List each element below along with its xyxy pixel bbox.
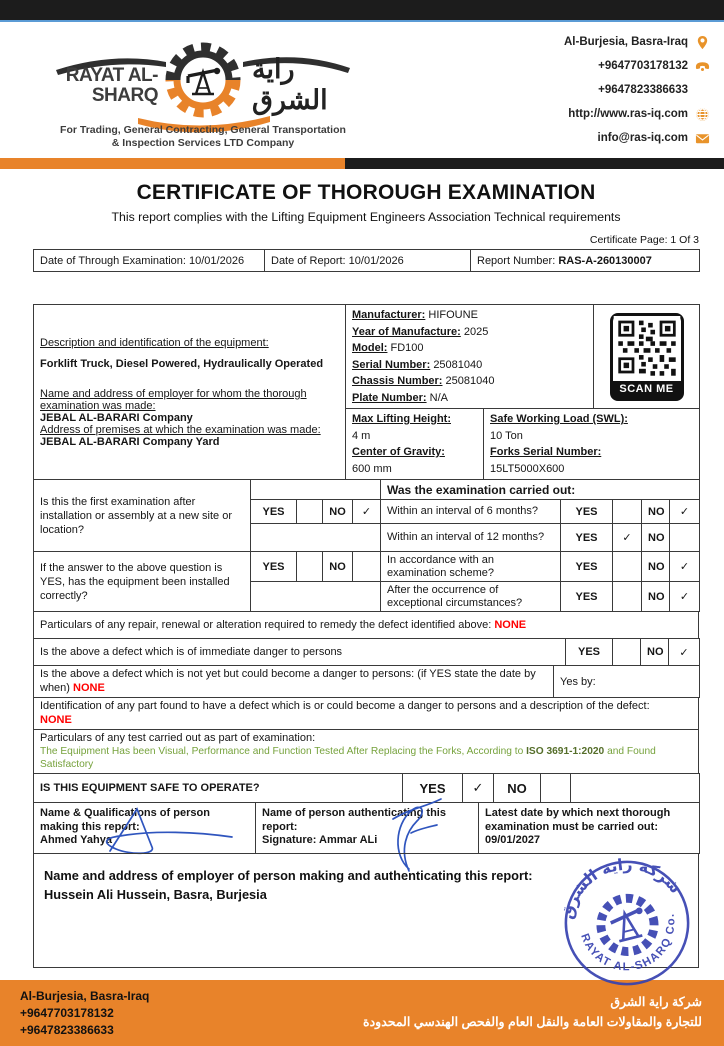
stamp-arabic-text: شركة راية الشرق xyxy=(557,854,686,921)
equipment-description-cell: Description and identification of the equipment: Forklift Truck, Diesel Powered, Hydraulically Operated Name and address of employer for whom the thorough examination was made: JEBAL AL-BARARI Company Address of premises at which the examination was made: JEBAL AL-BARARI Company Yard xyxy=(34,305,346,480)
q2-no-checkbox xyxy=(353,552,381,582)
q1-yes-checkbox xyxy=(297,500,323,524)
danger-no-label: NO xyxy=(641,639,669,666)
safe-blank-cell xyxy=(571,774,700,803)
dates-table xyxy=(33,249,700,272)
stamp-latin-text: RAYAT AL-SHARQ Co. xyxy=(578,911,678,974)
certificate-page-note: Certificate Page: 1 Of 3 xyxy=(589,234,699,246)
swl-cell: Safe Working Load (SWL): 10 Ton Forks Serial Number: 15LT5000X600 xyxy=(484,409,700,480)
co1-yes-label: YES xyxy=(561,500,613,524)
footer-phone2: +9647823386633 xyxy=(20,1023,114,1037)
footer-company-arabic xyxy=(304,988,702,1038)
safe-no-checkbox xyxy=(541,774,571,803)
page-title: CERTIFICATE OF THOROUGH EXAMINATION xyxy=(136,181,596,204)
company-name: RAYAT AL-SHARQ xyxy=(65,65,158,106)
test-particulars-table xyxy=(33,729,699,774)
safe-to-operate-table xyxy=(33,773,700,803)
spacer-cell xyxy=(251,480,381,500)
carried-out-q1: Within an interval of 6 months? xyxy=(381,500,561,524)
repair-particulars-cell: Particulars of any repair, renewal or alteration required to remedy the defect identified above: NONE xyxy=(34,612,699,639)
report-authenticator-cell: Name of person authenticating this report: Signature: Ammar ALi xyxy=(256,803,479,854)
qr-caption: SCAN ME xyxy=(613,381,681,398)
top-dark-bar xyxy=(0,0,724,22)
test-result-text: The Equipment Has been Visual, Performance and Function Tested After Replacing the Forks, According to ISO 3691-1:2020 and Found Satisfactory xyxy=(40,746,656,770)
contact-phone2: +9647823386633 xyxy=(598,84,688,96)
safe-no-label: NO xyxy=(494,774,541,803)
phone-icon xyxy=(695,59,710,74)
co2-no-label: NO xyxy=(642,524,670,552)
company-tagline xyxy=(38,124,368,150)
co3-yes-checkbox xyxy=(613,552,642,582)
report-number-cell: Report Number: RAS-A-260130007 xyxy=(471,250,700,272)
danger-no-checkbox: ✓ xyxy=(669,639,700,666)
yes-by-cell: Yes by: xyxy=(554,666,700,698)
employer-statement-value: Hussein Ali Hussein, Basra, Burjesia xyxy=(44,887,267,902)
examination-table xyxy=(33,479,700,612)
footer-address: Al-Burjesia, Basra-Iraq xyxy=(20,989,150,1003)
test-particulars-cell: Particulars of any test carried out as part of examination: The Equipment Has been Visual, Performance and Function Tested After Replacing the Forks, According to ISO 3691-1:2020 and Found Satisfactory xyxy=(34,730,699,774)
signatures-table xyxy=(33,802,700,854)
envelope-icon xyxy=(695,131,710,146)
footer-company-name-ar: شركة راية الشرق xyxy=(610,995,702,1009)
carried-out-q2: Within an interval of 12 months? xyxy=(381,524,561,552)
spacer-cell xyxy=(251,582,381,612)
employer-statement-label: Name and address of employer of person making and authenticating this report: xyxy=(44,868,533,883)
co1-no-checkbox: ✓ xyxy=(670,500,700,524)
date-of-examination-cell: Date of Through Examination: 10/01/2026 xyxy=(34,250,265,272)
contact-email: info@ras-iq.com xyxy=(520,126,710,150)
immediate-danger-question: Is the above a defect which is of immediate danger to persons xyxy=(34,639,566,666)
co3-no-checkbox: ✓ xyxy=(670,552,700,582)
contact-phone1: +9647703178132 xyxy=(520,54,710,78)
co2-no-checkbox xyxy=(670,524,700,552)
carried-out-header: Was the examination carried out: xyxy=(381,480,700,500)
stripe-orange-segment xyxy=(0,158,345,169)
qr-code xyxy=(610,313,684,401)
date-of-report-cell: Date of Report: 10/01/2026 xyxy=(265,250,471,272)
q1-no-checkbox: ✓ xyxy=(353,500,381,524)
co4-no-checkbox: ✓ xyxy=(670,582,700,612)
stripe-dark-segment xyxy=(345,158,724,169)
report-maker-cell: Name & Qualifications of person making this report: Ahmed Yahya xyxy=(34,803,256,854)
company-name-arabic: راية الشرق xyxy=(252,54,328,115)
contact-website: http://www.ras-iq.com xyxy=(520,102,710,126)
q2-yes-checkbox xyxy=(297,552,323,582)
question-first-examination: Is this the first examination after installation or assembly at a new site or location? xyxy=(34,480,251,552)
co4-no-label: NO xyxy=(642,582,670,612)
danger-yes-checkbox xyxy=(613,639,641,666)
contact-address: Al-Burjesia, Basra-Iraq xyxy=(520,30,710,54)
max-lifting-height-cell: Max Lifting Height: 4 m Center of Gravity: 600 mm xyxy=(346,409,484,480)
future-danger-table xyxy=(33,665,700,698)
spacer-cell xyxy=(251,524,381,552)
contact-block xyxy=(520,30,710,150)
tagline-line1: For Trading, General Contracting, General Transportation xyxy=(60,124,346,136)
location-pin-icon xyxy=(695,35,710,50)
repair-particulars-table xyxy=(33,611,699,639)
next-examination-cell: Latest date by which next thorough examination must be carried out: 09/01/2027 xyxy=(479,803,700,854)
company-logo xyxy=(38,28,368,154)
defect-identification-table xyxy=(33,697,699,730)
letterhead xyxy=(0,22,724,158)
danger-yes-label: YES xyxy=(566,639,613,666)
co1-no-label: NO xyxy=(642,500,670,524)
footer-phone1: +9647703178132 xyxy=(20,1006,114,1020)
co3-no-label: NO xyxy=(642,552,670,582)
employer-section xyxy=(33,853,699,974)
equipment-table xyxy=(33,304,700,480)
future-danger-question: Is the above a defect which is not yet but could become a danger to persons: (if YES state the date by when) NONE xyxy=(34,666,554,698)
co2-yes-checkbox: ✓ xyxy=(613,524,642,552)
immediate-danger-table xyxy=(33,638,700,666)
q2-yes-label: YES xyxy=(251,552,297,582)
co4-yes-label: YES xyxy=(561,582,613,612)
page-subtitle: This report complies with the Lifting Equipment Engineers Association Technical requirements xyxy=(111,210,621,224)
carried-out-q3: In accordance with an examination scheme? xyxy=(381,552,561,582)
manufacturer-details-cell: Manufacturer: HIFOUNE Year of Manufacture: 2025 Model: FD100 Serial Number: 25081040 Chassis Number: 25081040 Plate Number: N/A xyxy=(346,305,594,409)
footer-contact xyxy=(20,988,304,1038)
q1-yes-label: YES xyxy=(251,500,297,524)
co4-yes-checkbox xyxy=(613,582,642,612)
accent-stripe xyxy=(0,158,724,169)
qr-cell xyxy=(594,305,700,409)
carried-out-q4: After the occurrence of exceptional circumstances? xyxy=(381,582,561,612)
q1-no-label: NO xyxy=(323,500,353,524)
safe-yes-checkbox: ✓ xyxy=(463,774,494,803)
globe-icon xyxy=(695,107,710,122)
safe-to-operate-question: IS THIS EQUIPMENT SAFE TO OPERATE? xyxy=(34,774,403,803)
tagline-line2: & Inspection Services LTD Company xyxy=(111,137,295,149)
co2-yes-label: YES xyxy=(561,524,613,552)
question-installed-correctly: If the answer to the above question is YES, has the equipment been installed correctly? xyxy=(34,552,251,612)
defect-identification-cell: Identification of any part found to have a defect which is or could become a danger to persons and a description of the defect: NONE xyxy=(34,698,699,730)
footer-company-desc-ar: للتجارة والمقاولات العامة والنقل العام والفحص الهندسي المحدودة xyxy=(363,1015,702,1029)
q2-no-label: NO xyxy=(323,552,353,582)
qr-pattern xyxy=(613,316,681,378)
co3-yes-label: YES xyxy=(561,552,613,582)
safe-yes-label: YES xyxy=(403,774,463,803)
co1-yes-checkbox xyxy=(613,500,642,524)
document-body xyxy=(33,181,699,974)
